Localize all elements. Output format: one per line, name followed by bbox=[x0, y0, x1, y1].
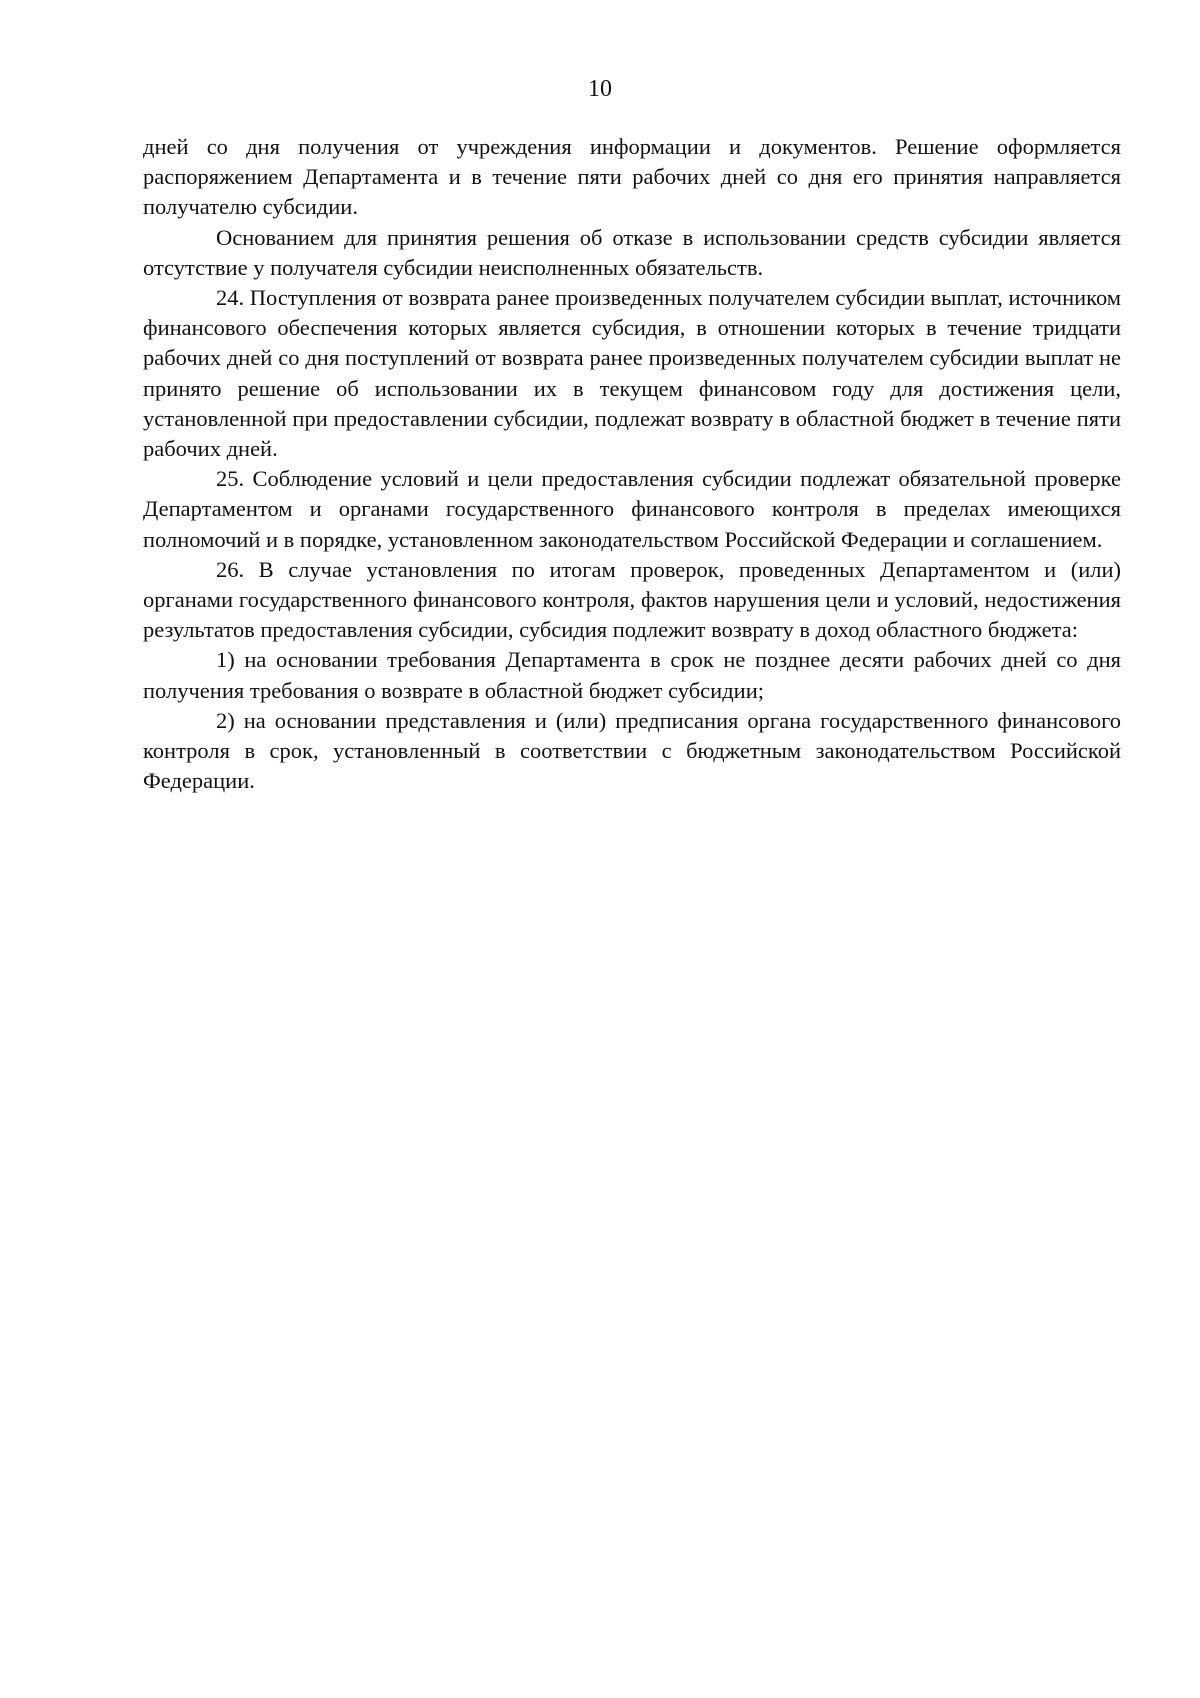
page-number: 10 bbox=[588, 76, 612, 102]
paragraph-refusal-basis: Основанием для принятия решения об отказе в использовании средств субсидии является отсутствие у получателя субсидии неисполненных обязательств. bbox=[143, 224, 1121, 280]
list-item-2: 2) на основании представления и (или) предписания органа государственного финансового контроля в срок, установленный в соответствии с бюджетным законодательством Российской Федерации. bbox=[143, 707, 1121, 794]
document-body bbox=[143, 132, 1121, 796]
list-item-1: 1) на основании требования Департамента в срок не позднее десяти рабочих дней со дня получения требования о возврате в областной бюджет субсидии; bbox=[143, 647, 1121, 703]
paragraph-26: 26. В случае установления по итогам проверок, проведенных Департаментом и (или) органами государственного финансового контроля, фактов нарушения цели и условий, недостижения результатов предоставления субсидии, субсидия подлежит возврату в доход областного бюджета: bbox=[143, 556, 1121, 643]
paragraph-continuation: дней со дня получения от учреждения информации и документов. Решение оформляется распоряжением Департамента и в течение пяти рабочих дней со дня его принятия направляется получателю субсидии. bbox=[143, 134, 1121, 220]
paragraph-24: 24. Поступления от возврата ранее произведенных получателем субсидии выплат, источником финансового обеспечения которых является субсидия, в отношении которых в течение тридцати рабочих дней со дня поступлений от возврата ранее произведенных получателем субсидии выплат не принято решение об использовании их в текущем финансовом году для достижения цели, установленной при предоставлении субсидии, подлежат возврату в областной бюджет в течение пяти рабочих дней. bbox=[143, 285, 1121, 462]
paragraph-25: 25. Соблюдение условий и цели предоставления субсидии подлежат обязательной проверке Департаментом и органами государственного финансового контроля в пределах имеющихся полномочий и в порядке, установленном законодательством Российской Федерации и соглашением. bbox=[143, 466, 1121, 552]
